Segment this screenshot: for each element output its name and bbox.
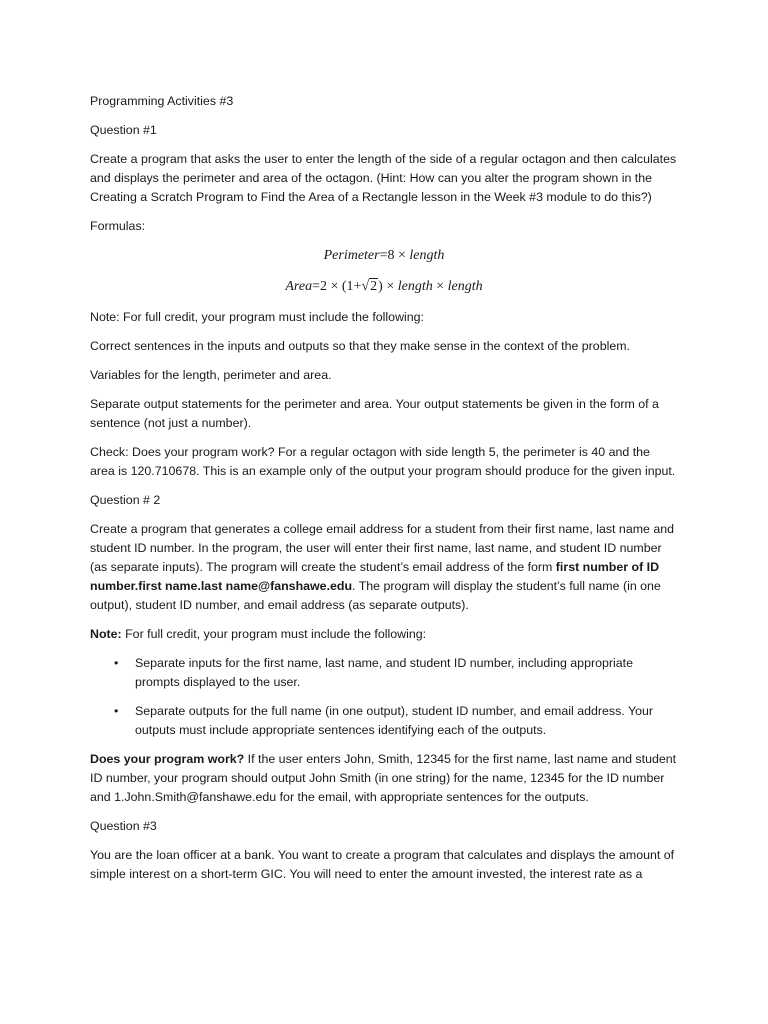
formula-perimeter-var: length	[409, 248, 445, 263]
question-2-prompt-part-1: Create a program that generates a college email address for a student from their first name, last name and student ID number. In the program, the user will enter their first name, last name, and student ID number (as separate inputs). The program will create the student’s email address of the form	[90, 522, 675, 574]
question-3-heading: Question #3	[90, 819, 157, 833]
question-1-note: Note: For full credit, your program must include the following:	[90, 310, 425, 324]
formula-perimeter-eq: =8 ×	[379, 248, 410, 263]
list-item-text: Separate outputs for the full name (in one output), student ID number, and email address. Your outputs must include appropriate sentences identifying each of the outputs.	[135, 704, 653, 737]
list-item	[114, 702, 678, 740]
question-2-note	[90, 625, 678, 644]
sqrt-symbol: √	[361, 279, 370, 294]
formula-area-paren-close: )	[378, 279, 383, 294]
formula-area-times-1: ×	[382, 279, 398, 294]
formula-perimeter-lhs: Perimeter	[323, 248, 380, 263]
formula-area-paren-open: (	[341, 279, 347, 294]
question-2-heading: Question # 2	[90, 493, 161, 507]
question-2-prompt	[90, 520, 678, 615]
formula-area-one-plus: 1+	[346, 279, 362, 294]
formula-area-eq: =2 ×	[312, 279, 342, 294]
email-format: first number of ID number.first name.last name@fanshawe.edu	[90, 560, 660, 593]
question-2-check-text: If the user enters John, Smith, 12345 for the first name, last name and student ID number, your program should output John Smith (in one string) for the name, 12345 for the ID number and 1.John.Smith@fanshawe.edu for the email, with appropriate sentences for the outputs.	[90, 752, 677, 804]
question-2-check-label: Does your program work?	[90, 752, 245, 766]
list-item	[114, 654, 678, 692]
formula-area-var-2: length	[447, 279, 483, 294]
question-1-prompt: Create a program that asks the user to enter the length of the side of a regular octagon and then calculates and displays the perimeter and area of the octagon. (Hint: How can you alter the program shown in the Creating a Scratch Program to Find the Area of a Rectangle lesson in the Week #3 module to do this?)	[90, 152, 677, 204]
question-1-requirement-3: Separate output statements for the perimeter and area. Your output statements be given in the form of a sentence (not just a number).	[90, 397, 659, 430]
question-2-requirements-list	[90, 654, 678, 740]
question-2-prompt-part-2: . The program will display the student’s full name (in one output), student ID number, and email address (as separate outputs).	[90, 579, 661, 612]
area-formula	[90, 277, 678, 297]
formula-area-times-2: ×	[432, 279, 448, 294]
perimeter-formula	[90, 246, 678, 266]
question-1-check: Check: Does your program work? For a regular octagon with side length 5, the perimeter is 40 and the area is 120.710678. This is an example only of the output your program should produce for the given input.	[90, 445, 676, 478]
question-1-requirement-2: Variables for the length, perimeter and area.	[90, 368, 332, 382]
question-1-requirement-1: Correct sentences in the inputs and outputs so that they make sense in the context of the problem.	[90, 339, 630, 353]
formulas-label: Formulas:	[90, 219, 146, 233]
formula-area-var-1: length	[397, 279, 433, 294]
bullet-icon: •	[114, 704, 119, 718]
formula-area-lhs: Area	[285, 279, 313, 294]
sqrt-radicand: 2	[370, 279, 378, 294]
question-1-heading: Question #1	[90, 123, 157, 137]
question-2-note-label: Note:	[90, 627, 122, 641]
bullet-icon: •	[114, 656, 119, 670]
document-title: Programming Activities #3	[90, 94, 234, 108]
question-2-note-text: For full credit, your program must include the following:	[121, 627, 427, 641]
question-3-prompt: You are the loan officer at a bank. You want to create a program that calculates and displays the amount of simple interest on a short-term GIC. You will need to enter the amount invested, the interest rate as a	[90, 848, 675, 881]
list-item-text: Separate inputs for the first name, last name, and student ID number, including appropriate prompts displayed to the user.	[135, 656, 633, 689]
question-2-check	[90, 750, 678, 807]
document-page	[90, 92, 678, 894]
